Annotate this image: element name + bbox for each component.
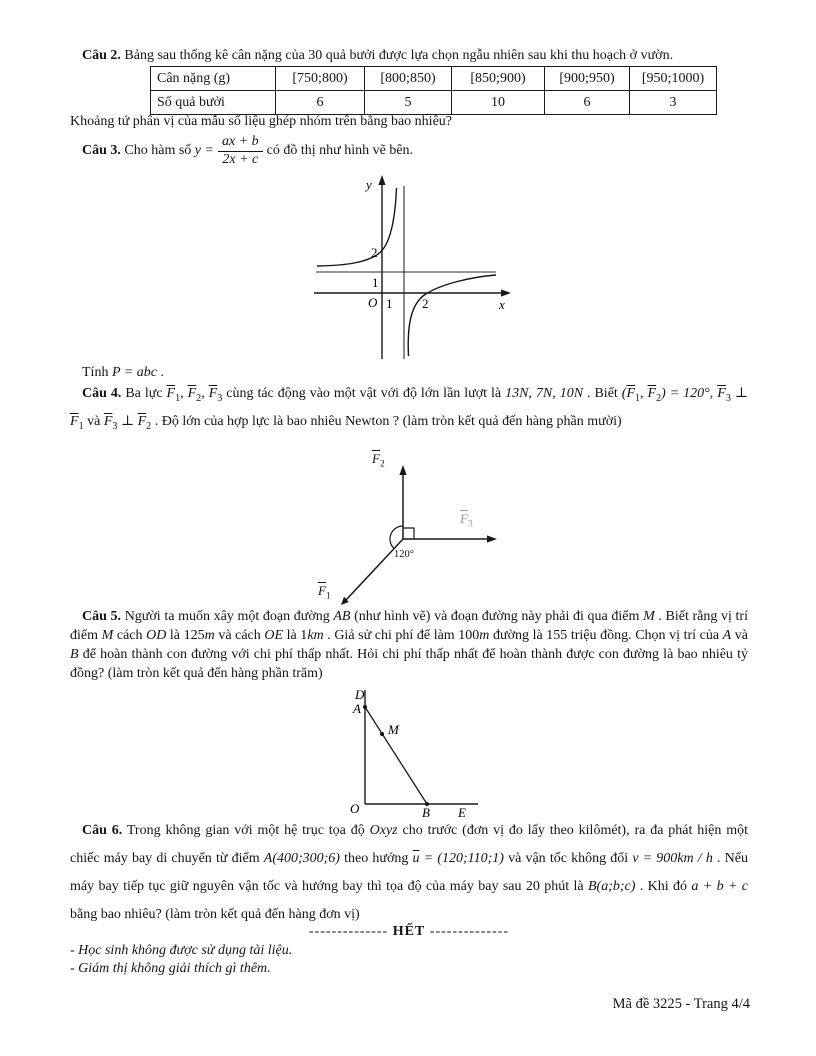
label-D: D <box>355 687 365 702</box>
table-cell: Số quả bưởi <box>151 91 276 115</box>
q3-function-graph <box>290 173 530 363</box>
label-M: M <box>388 722 399 737</box>
table-cell: 6 <box>276 91 365 115</box>
y-axis-label: y <box>366 177 372 192</box>
x-axis-label: x <box>499 297 505 312</box>
table-cell: 6 <box>545 91 630 115</box>
x-tick-1: 1 <box>386 296 393 311</box>
table-cell: 3 <box>630 91 717 115</box>
table-cell: Cân nặng (g) <box>151 67 276 91</box>
point-A <box>363 705 367 709</box>
note-no-explanation: - Giám thị không giải thích gì thêm. <box>70 961 271 976</box>
force-f1-label: $\overline{F}_1$ <box>318 583 331 602</box>
table-cell: [850;900) <box>452 67 545 91</box>
table-cell: 5 <box>365 91 452 115</box>
table-cell: [950;1000) <box>630 67 717 91</box>
q4-force-diagram <box>300 449 520 609</box>
q5-statement: Câu 5. Người ta muốn xây một đoạn đường AB (như hình vẽ) và đoạn đường này phải đi qua điểm M . Biết rằng vị trí điểm M cách OD là 125m và cách OE là 1km . Giả sử chi phí để làm 100m đường là 155 triệu đồng. Chọn vị trí của A và B để hoàn thành con đường với chi phí thấp nhất. Hỏi chi phí thấp nhất để hoàn thành được con đường là bao nhiêu tỷ đồng? (làm tròn kết quả đến hàng phần trăm) <box>70 609 749 681</box>
label-O: O <box>350 801 360 816</box>
q5-road-diagram <box>322 687 502 819</box>
q6-statement: Câu 6. Trong không gian với một hệ trục tọa độ Oxyz cho trước (đơn vị đo lấy theo kilômét), ra đa phát hiện một chiếc máy bay di chuyển từ điểm A(400;300;6) theo hướng $\overline{u}$ = (120;110;1) và vận tốc không đổi v = 900km / h . Nếu máy bay tiếp tục giữ nguyên vận tốc và hướng bay thì tọa độ của máy bay sau 20 phút là B(a;b;c) . Khi đó a + b + c bằng bao nhiêu? (làm tròn kết quả đến hàng đơn vị) <box>70 823 749 922</box>
x-axis-arrow <box>501 289 511 296</box>
q4-statement: Câu 4. Ba lực $\overline{F}_1$, $\overline{F}_2$, $\overline{F}_3$ cùng tác động vào một vật với độ lớn lần lượt là 13N, 7N, 10N . Biết ($\overline{F}_1$, $\overline{F}_2) = 120^\circ$, $\overline{F}_3$ ⊥ $\overline{F}_1$ và $\overline{F}_3$ ⊥ $\overline{F}_2$ . Độ lớn của hợp lực là bao nhiêu Newton ? (làm tròn kết quả đến hàng phần mười) <box>70 386 748 432</box>
curve-left-branch <box>317 188 397 266</box>
q3-suffix: có đồ thị như hình vẽ bên. <box>266 142 414 158</box>
y-axis-arrow <box>378 175 385 185</box>
note-no-materials: - Học sinh không được sử dụng tài liệu. <box>70 943 293 958</box>
q3-statement <box>70 134 748 167</box>
fraction-numerator: ax + b <box>218 134 263 152</box>
force-f2-arrowhead <box>399 465 406 475</box>
exam-code-page-number: Mã đề 3225 - Trang 4/4 <box>612 996 750 1012</box>
q2-intro-text: Câu 2. Bảng sau thống kê cân nặng của 30 quả bưởi được lựa chọn ngẫu nhiên sau khi thu hoạch ở vườn. <box>82 48 674 63</box>
point-M <box>380 732 384 736</box>
table-cell: 10 <box>452 91 545 115</box>
table-cell: [750;800) <box>276 67 365 91</box>
angle-value-label: 120° <box>394 549 414 560</box>
label-E: E <box>458 805 466 819</box>
y-tick-2: 2 <box>371 245 378 260</box>
right-angle-mark <box>403 528 414 539</box>
force-f2-label: $\overline{F}_2$ <box>372 451 385 470</box>
end-marker: -------------- HẾT -------------- <box>308 924 510 939</box>
label-A: A <box>353 701 361 716</box>
table-row <box>151 91 717 115</box>
force-f3-label: $\overline{F}_3$ <box>460 511 473 530</box>
q2-frequency-table <box>150 66 717 115</box>
fraction <box>218 134 263 167</box>
q3-tinh: Tính P = abc . <box>82 365 164 380</box>
force-f3-arrowhead <box>487 535 497 542</box>
curve-right-branch <box>408 275 496 356</box>
q3-prefix: Câu 3. Cho hàm số y = <box>82 142 214 158</box>
table-cell: [800;850) <box>365 67 452 91</box>
table-row <box>151 67 717 91</box>
q2-question: Khoảng tứ phân vị của mẫu số liệu ghép nhóm trên bằng bao nhiêu? <box>70 114 452 129</box>
fraction-denominator: 2x + c <box>222 151 259 167</box>
y-tick-1: 1 <box>372 275 379 290</box>
label-B: B <box>422 805 430 819</box>
table-cell: [900;950) <box>545 67 630 91</box>
x-tick-2: 2 <box>422 296 429 311</box>
origin-label: O <box>368 295 378 310</box>
